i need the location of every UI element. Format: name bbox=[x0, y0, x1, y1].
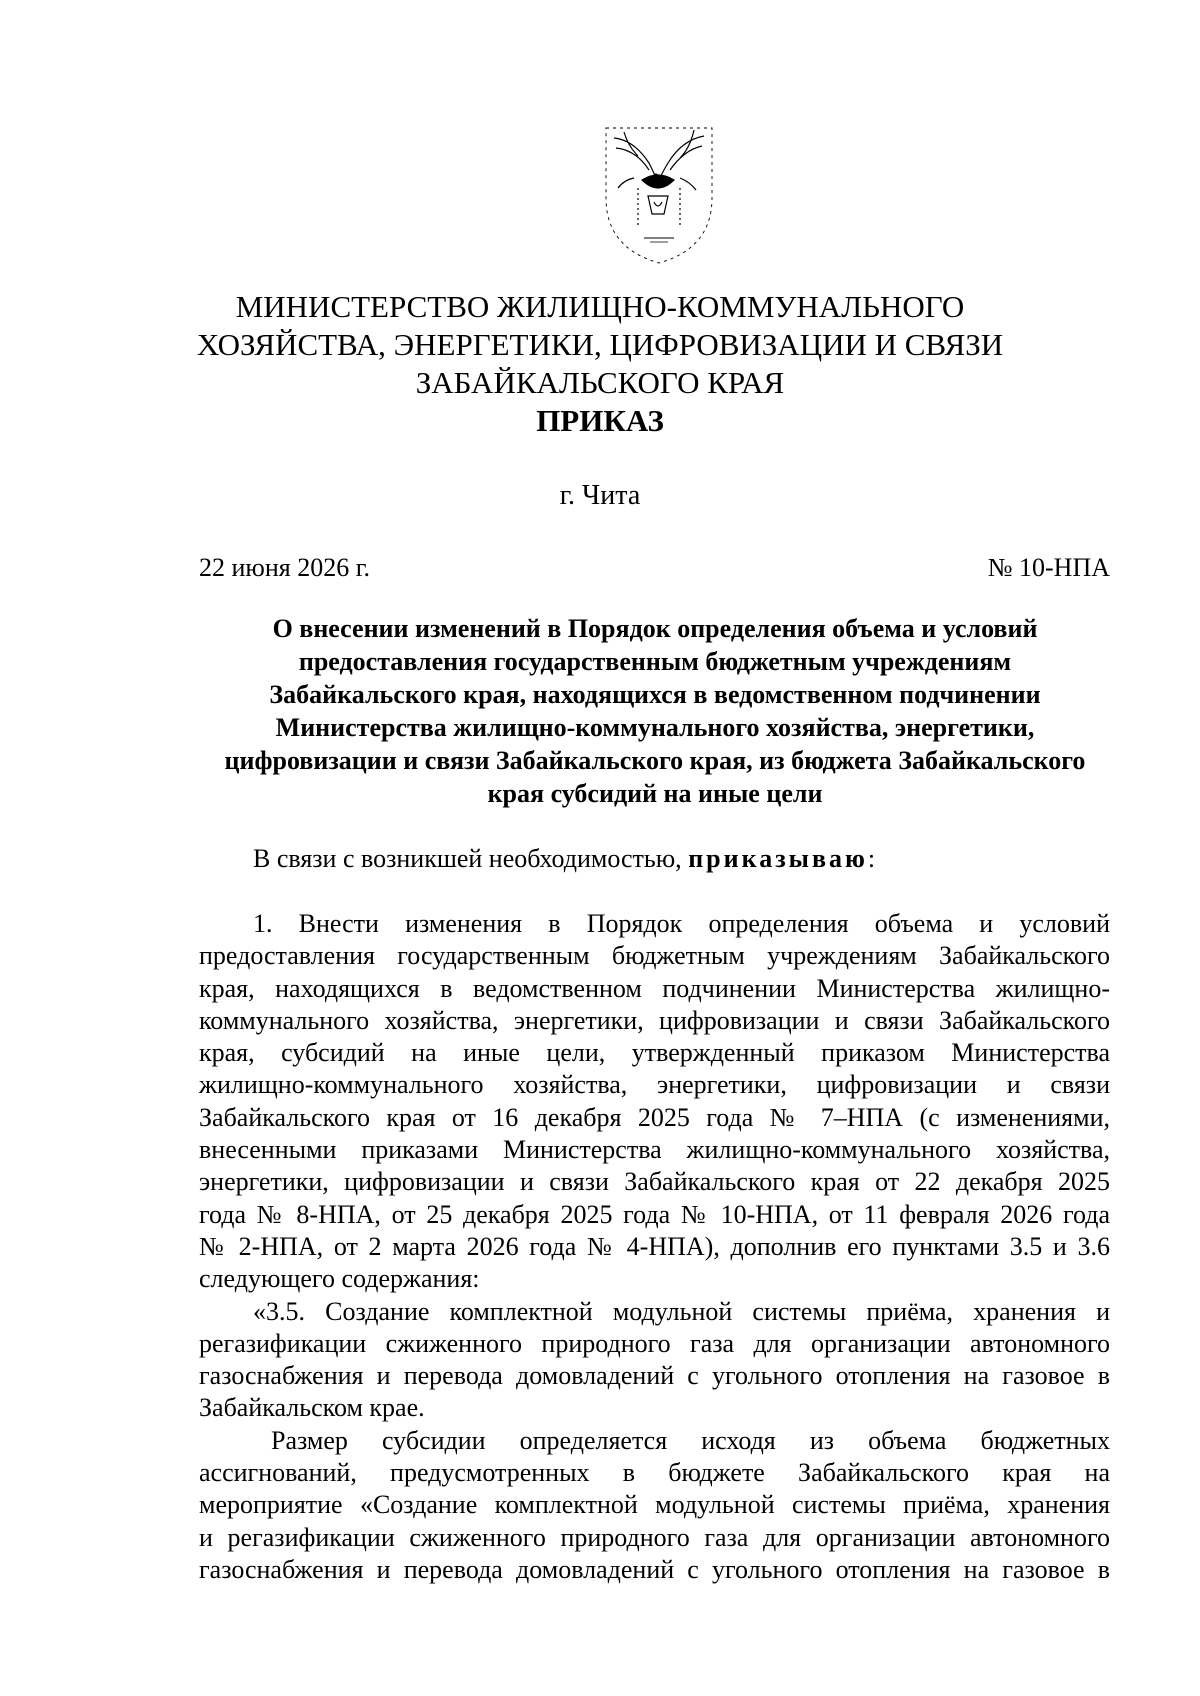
title-line: предоставления государственным бюджетным учреждениям bbox=[298, 647, 1012, 676]
body-line: газоснабжения и перевода домовладений с угольного отопления на газовое в bbox=[199, 1554, 1110, 1584]
body-line: края, находящихся в ведомственном подчинении Министерства жилищно- bbox=[199, 973, 1110, 1003]
body-line: ассигнований, предусмотренных в бюджете Забайкальского края на bbox=[199, 1458, 1110, 1488]
body-line: газоснабжения и перевода домовладений с угольного отопления на газовое в bbox=[199, 1361, 1110, 1391]
body-line: Размер субсидии определяется исходя из объема бюджетных bbox=[271, 1425, 1110, 1455]
body-line: регазификации сжиженного природного газа для организации автономного bbox=[199, 1328, 1110, 1358]
document-header bbox=[150, 288, 1050, 440]
ministry-name-line-2: ХОЗЯЙСТВА, ЭНЕРГЕТИКИ, ЦИФРОВИЗАЦИИ И СВЯЗИ bbox=[196, 327, 1004, 362]
body-line: следующего содержания: bbox=[199, 1264, 480, 1294]
title-line: Министерства жилищно-коммунального хозяйства, энергетики, bbox=[275, 713, 1035, 742]
preamble-text: В связи с возникшей необходимостью, bbox=[253, 844, 682, 873]
body-line: энергетики, цифровизации и связи Забайкальского края от 22 декабря 2025 bbox=[199, 1167, 1110, 1197]
body-line: «3.5. Создание комплектной модульной системы приёма, хранения и bbox=[253, 1296, 1110, 1326]
body-line: № 2-НПА, от 2 марта 2026 года № 4-НПА), дополнив его пунктами 3.5 и 3.6 bbox=[199, 1231, 1110, 1261]
city: г. Чита bbox=[559, 480, 641, 511]
body-line: жилищно-коммунального хозяйства, энергетики, цифровизации и связи bbox=[199, 1070, 1110, 1100]
order-word: приказываю bbox=[688, 844, 868, 873]
document-type: ПРИКАЗ bbox=[536, 403, 664, 438]
body-line: 1. Внести изменения в Порядок определения объема и условий bbox=[253, 909, 1110, 938]
body-line: и регазификации сжиженного природного газа для организации автономного bbox=[199, 1522, 1110, 1552]
title-line: цифровизации и связи Забайкальского края, из бюджета Забайкальского bbox=[224, 746, 1086, 775]
body-line: года № 8-НПА, от 25 декабря 2025 года № 10-НПА, от 11 февраля 2026 года bbox=[199, 1199, 1110, 1229]
body-line: внесенными приказами Министерства жилищно-коммунального хозяйства, bbox=[199, 1135, 1110, 1165]
document-body bbox=[199, 908, 1110, 1586]
body-line: Забайкальского края от 16 декабря 2025 года № 7–НПА (с изменениями, bbox=[199, 1102, 1110, 1132]
title-line: Забайкальского края, находящихся в ведомственном подчинении bbox=[269, 680, 1041, 709]
title-line: О внесении изменений в Порядок определения объема и условий bbox=[272, 614, 1038, 643]
body-line: Забайкальском крае. bbox=[199, 1393, 425, 1423]
preamble bbox=[253, 844, 875, 874]
body-line: мероприятие «Создание комплектной модульной системы приёма, хранения bbox=[199, 1490, 1110, 1520]
document-number: № 10-НПА bbox=[987, 553, 1110, 582]
body-line: края, субсидий на иные цели, утвержденный приказом Министерства bbox=[199, 1038, 1110, 1068]
ministry-name-line-3: ЗАБАЙКАЛЬСКОГО КРАЯ bbox=[415, 365, 785, 400]
body-line: предоставления государственным бюджетным учреждениям Забайкальского bbox=[199, 941, 1110, 971]
coat-of-arms-icon bbox=[594, 118, 724, 268]
preamble-colon: : bbox=[867, 844, 876, 873]
document-date: 22 июня 2026 г. bbox=[199, 553, 370, 582]
ministry-name-line-1: МИНИСТЕРСТВО ЖИЛИЩНО-КОММУНАЛЬНОГО bbox=[235, 289, 965, 324]
document-title bbox=[199, 612, 1111, 810]
body-line: коммунального хозяйства, энергетики, цифровизации и связи Забайкальского bbox=[199, 1005, 1110, 1035]
title-line: края субсидий на иные цели bbox=[487, 779, 823, 808]
